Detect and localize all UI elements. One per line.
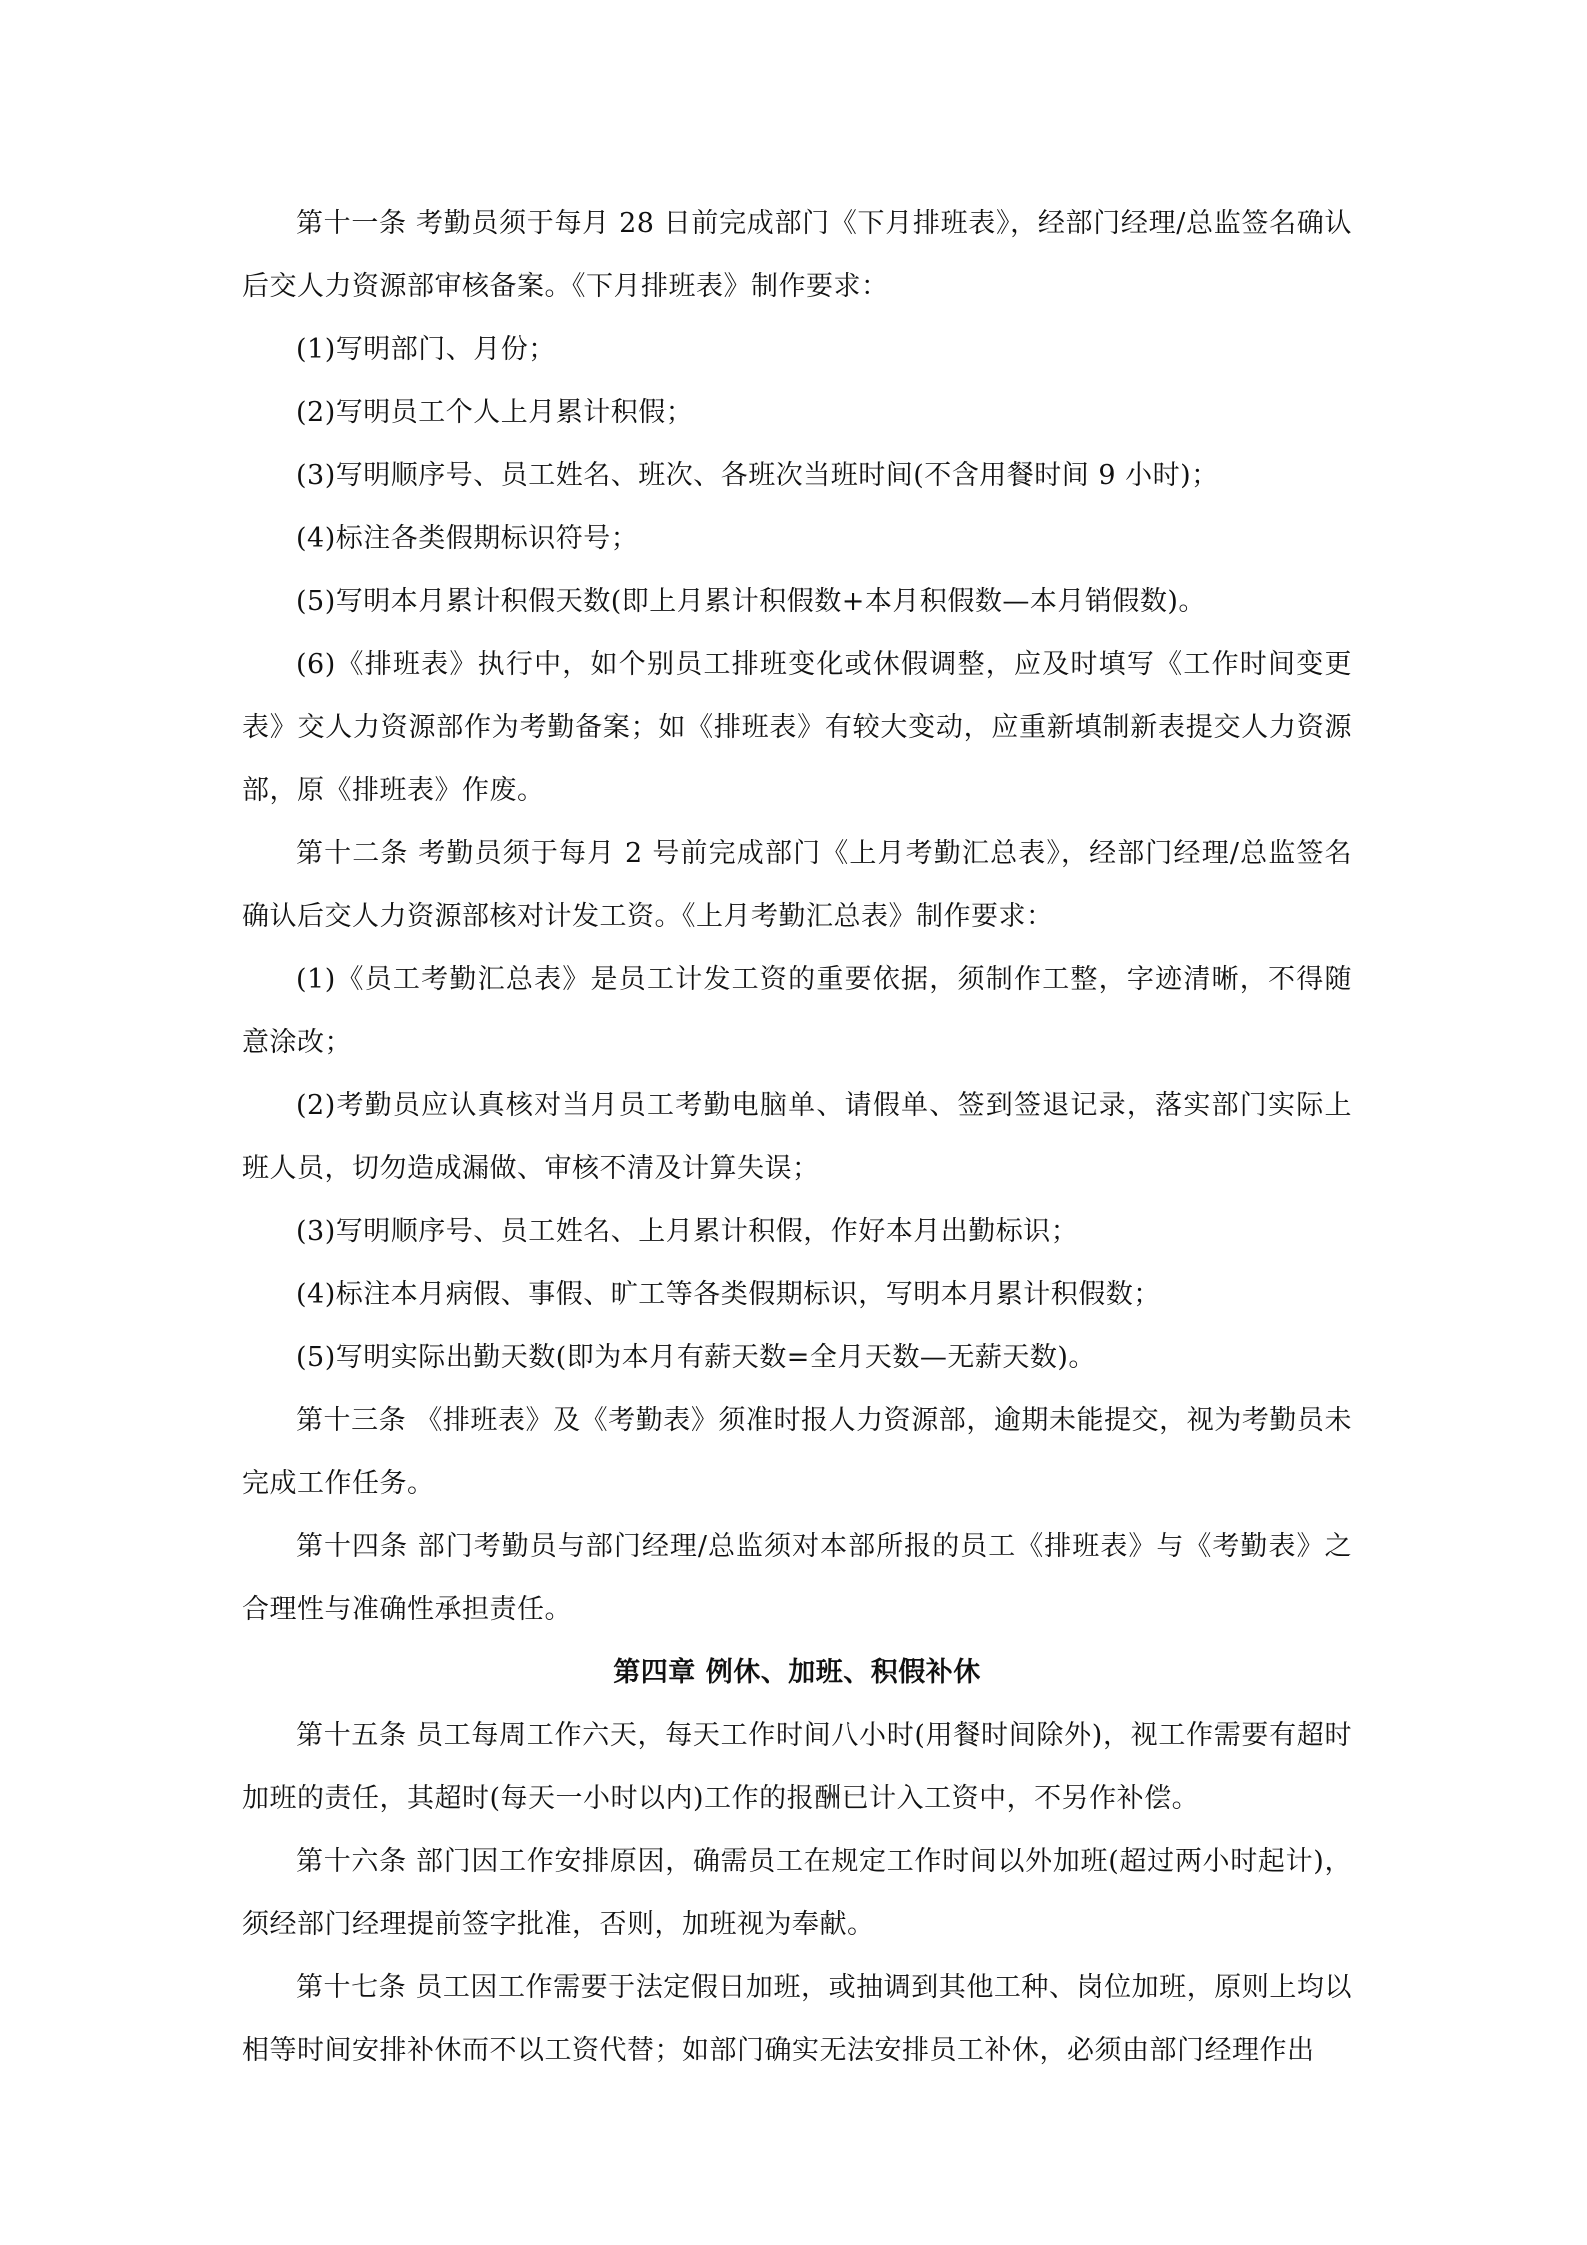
- document-page: [242, 192, 1352, 2082]
- article-12: 第十二条 考勤员须于每月 2 号前完成部门《上月考勤汇总表》，经部门经理/总监签名确认后交人力资源部核对计发工资。《上月考勤汇总表》制作要求：: [242, 838, 1352, 932]
- article-11-item-4: (4)标注各类假期标识符号；: [296, 523, 639, 554]
- article-13: 第十三条 《排班表》及《考勤表》须准时报人力资源部，逾期未能提交，视为考勤员未完成工作任务。: [242, 1405, 1352, 1499]
- article-14: 第十四条 部门考勤员与部门经理/总监须对本部所报的员工《排班表》与《考勤表》之合理性与准确性承担责任。: [242, 1531, 1352, 1625]
- article-11-item-3: (3)写明顺序号、员工姓名、班次、各班次当班时间(不含用餐时间 9 小时)；: [296, 460, 1219, 491]
- article-12-item-4: (4)标注本月病假、事假、旷工等各类假期标识，写明本月累计积假数；: [296, 1279, 1161, 1310]
- article-12-item-5: (5)写明实际出勤天数(即为本月有薪天数=全月天数—无薪天数)。: [296, 1342, 1096, 1373]
- article-11-item-2: (2)写明员工个人上月累计积假；: [296, 397, 694, 428]
- article-17: 第十七条 员工因工作需要于法定假日加班，或抽调到其他工种、岗位加班，原则上均以相等时间安排补休而不以工资代替；如部门确实无法安排员工补休，必须由部门经理作出: [242, 1972, 1352, 2066]
- chapter-4-heading: 第四章 例休、加班、积假补休: [613, 1657, 981, 1688]
- article-11-item-5: (5)写明本月累计积假天数(即上月累计积假数+本月积假数—本月销假数)。: [296, 586, 1206, 617]
- article-11-item-6: (6)《排班表》执行中，如个别员工排班变化或休假调整，应及时填写《工作时间变更表》交人力资源部作为考勤备案；如《排班表》有较大变动，应重新填制新表提交人力资源部，原《排班表》作废。: [242, 649, 1352, 806]
- article-12-item-2: (2)考勤员应认真核对当月员工考勤电脑单、请假单、签到签退记录，落实部门实际上班人员，切勿造成漏做、审核不清及计算失误；: [242, 1090, 1352, 1184]
- article-12-item-1: (1)《员工考勤汇总表》是员工计发工资的重要依据，须制作工整，字迹清晰，不得随意涂改；: [242, 964, 1352, 1058]
- article-15: 第十五条 员工每周工作六天，每天工作时间八小时(用餐时间除外)，视工作需要有超时加班的责任，其超时(每天一小时以内)工作的报酬已计入工资中，不另作补偿。: [242, 1720, 1352, 1814]
- article-12-item-3: (3)写明顺序号、员工姓名、上月累计积假，作好本月出勤标识；: [296, 1216, 1079, 1247]
- article-11: 第十一条 考勤员须于每月 28 日前完成部门《下月排班表》，经部门经理/总监签名确认后交人力资源部审核备案。《下月排班表》制作要求：: [242, 208, 1352, 302]
- article-11-item-1: (1)写明部门、月份；: [296, 334, 556, 365]
- article-16: 第十六条 部门因工作安排原因，确需员工在规定工作时间以外加班(超过两小时起计)，须经部门经理提前签字批准，否则，加班视为奉献。: [242, 1846, 1352, 1940]
